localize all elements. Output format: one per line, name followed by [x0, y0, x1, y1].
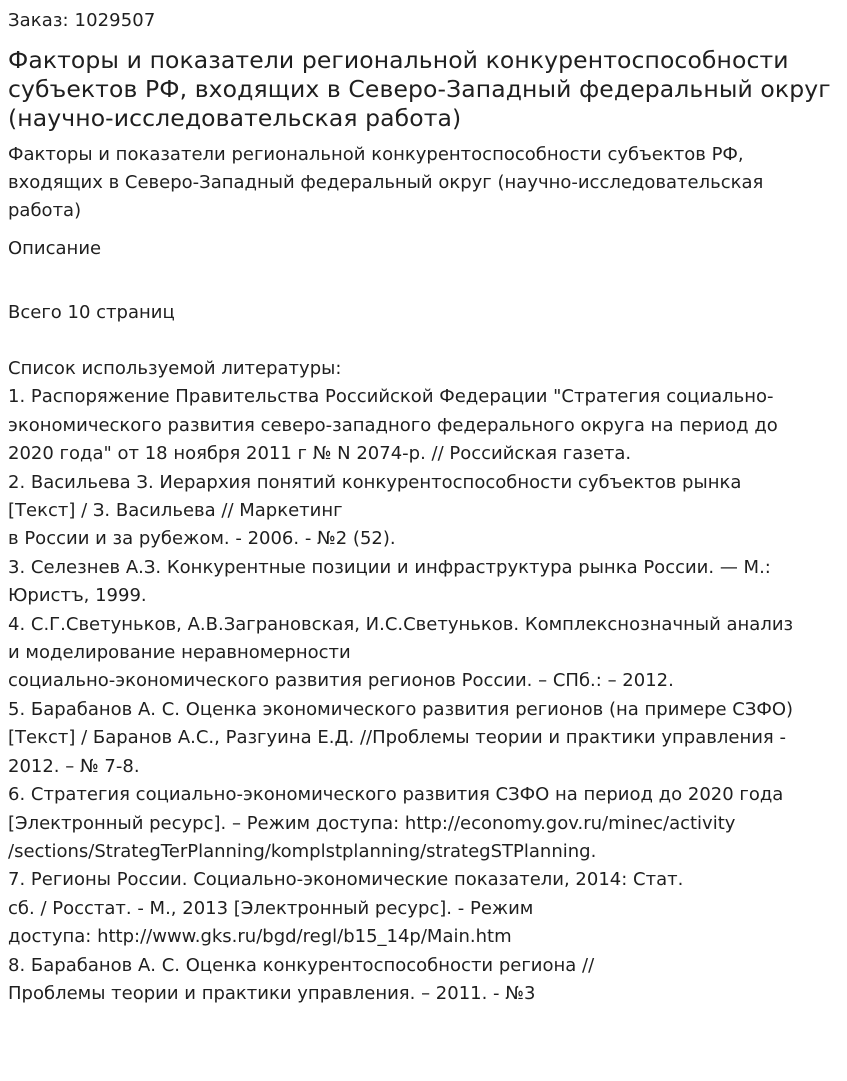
order-number: Заказ: 1029507: [8, 10, 156, 31]
reference-line: 1. Распоряжение Правительства Российской Федерации "Стратегия социально-: [8, 386, 774, 408]
reference-line: [Текст] / З. Васильева // Маркетинг: [8, 500, 343, 522]
reference-line: доступа: http://www.gks.ru/bgd/regl/b15_14p/Main.htm: [8, 926, 512, 948]
reference-line: 7. Регионы России. Социально-экономические показатели, 2014: Стат.: [8, 869, 684, 891]
pages-total: Всего 10 страниц: [8, 302, 175, 323]
description-heading: Описание: [8, 238, 102, 259]
reference-line: Юристъ, 1999.: [8, 585, 147, 607]
reference-line: 6. Стратегия социально-экономического развития СЗФО на период до 2020 года: [8, 784, 784, 806]
reference-line: 2012. – № 7-8.: [8, 755, 140, 777]
reference-line: экономического развития северо-западного федерального округа на период до: [8, 414, 778, 436]
reference-line: /sections/StrategTerPlanning/komplstplanning/strategSTPlanning.: [8, 840, 597, 862]
reference-line: 2020 года" от 18 ноября 2011 г № N 2074-р. // Российская газета.: [8, 443, 632, 465]
references-list: [8, 355, 839, 1008]
reference-line: и моделирование неравномерности: [8, 642, 351, 664]
reference-line: Проблемы теории и практики управления. – 2011. - №3: [8, 982, 536, 1004]
reference-line: сб. / Росстат. - М., 2013 [Электронный ресурс]. - Режим: [8, 897, 534, 919]
page-title: Факторы и показатели региональной конкурентоспособности субъектов РФ, входящих в Северо-Западный федеральный округ (научно-исследовательская работа): [8, 46, 831, 132]
references-heading: Список используемой литературы:: [8, 358, 342, 379]
reference-line: [Текст] / Баранов А.С., Разгуина Е.Д. //Проблемы теории и практики управления -: [8, 727, 786, 749]
reference-line: [Электронный ресурс]. – Режим доступа: http://economy.gov.ru/minec/activity: [8, 812, 736, 834]
reference-line: 5. Барабанов А. С. Оценка экономического развития регионов (на примере СЗФО): [8, 698, 794, 720]
reference-line: 3. Селезнев А.З. Конкурентные позиции и инфраструктура рынка России. — М.:: [8, 556, 771, 578]
reference-line: 2. Васильева З. Иерархия понятий конкурентоспособности субъектов рынка: [8, 471, 742, 493]
page-subtitle: Факторы и показатели региональной конкурентоспособности субъектов РФ, входящих в Северо-Западный федеральный округ (научно-исследовательская работа): [8, 144, 764, 221]
reference-line: 8. Барабанов А. С. Оценка конкурентоспособности региона //: [8, 954, 595, 976]
reference-line: социально-экономического развития регионов России. – СПб.: – 2012.: [8, 670, 674, 692]
reference-line: в России и за рубежом. - 2006. - №2 (52).: [8, 528, 396, 550]
reference-line: 4. С.Г.Светуньков, А.В.Заграновская, И.С.Светуньков. Комплекснозначный анализ: [8, 613, 794, 635]
